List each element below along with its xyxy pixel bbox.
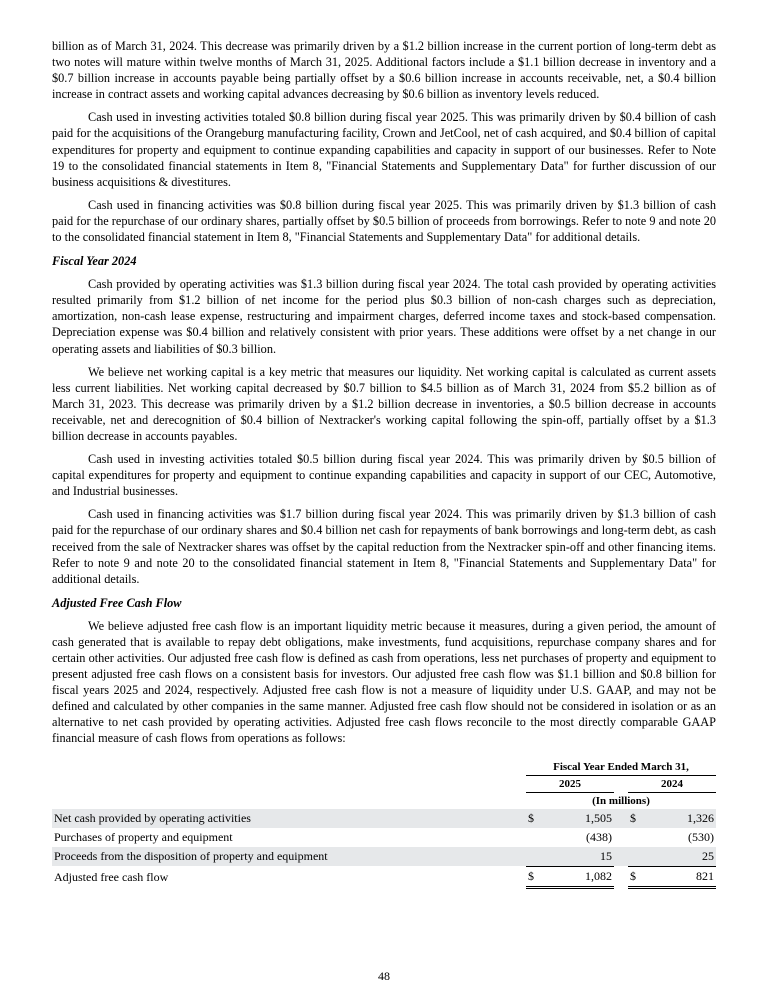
currency-symbol-2024: $ — [628, 866, 646, 887]
paragraph-operating-activities-2024: Cash provided by operating activities was $1.3 billion during fiscal year 2024. The total cash provided by operating activities resulted primarily from $1.2 billion of net income for the period plus $0.3 billion of non-cash charges such as depreciation, amortization, non-cash lease expense, restructuring and impairment charges, deferred income taxes and stock-based compensation. Depreciation expense was $0.4 billion and relatively consistent with prior years. These additions were offset by a net change in our operating assets and liabilities of $0.3 billion. — [52, 277, 716, 356]
paragraph-net-working-capital-2024: We believe net working capital is a key metric that measures our liquidity. Net working capital is calculated as current assets less current liabilities. Net working capital decreased by $0.7 billion to $4.5 billion as of March 31, 2024 from $5.2 billion as of March 31, 2023. This decrease was primarily driven by a $1.2 billion decrease in inventories, a $0.5 billion decrease in accounts receivable, net and derecognition of $0.4 billion of Nextracker's working capital following the spin-off, partially offset by a $1.3 billion decrease in accounts payables. — [52, 364, 716, 443]
spacer-cell — [52, 775, 526, 792]
paragraph-adjusted-free-cash-flow: We believe adjusted free cash flow is an important liquidity metric because it measures, during a given period, the amount of cash generated that is available to repay debt obligations, make investments, fund acquisitions, repurchase company shares and for certain other activities. Our adjusted free cash flow is defined as cash from operations, less net purchases of property and equipment to present adjusted free cash flows on a consistent basis for investors. Our adjusted free cash flow was $1.1 billion and $0.8 billion for fiscal years 2025 and 2024, respectively. Adjusted free cash flow is not a measure of liquidity under U.S. GAAP, and may not be defined and calculated by other companies in the same manner. Adjusted free cash flow should not be considered in isolation or as an alternative to net cash provided by operating activities. Adjusted free cash flows reconcile to the most directly comparable GAAP financial measure of cash flows from operations as follows: — [52, 618, 716, 746]
page-number: 48 — [378, 969, 390, 983]
table-units-row — [52, 792, 716, 809]
spacer-cell — [614, 809, 628, 828]
row-label: Proceeds from the disposition of property and equipment — [52, 847, 526, 867]
heading-adjusted-free-cash-flow: Adjusted Free Cash Flow — [52, 595, 182, 610]
table-title: Fiscal Year Ended March 31, — [526, 759, 716, 776]
spacer-cell — [614, 775, 628, 792]
column-header-2025: 2025 — [526, 775, 614, 792]
table-row-operating-activities — [52, 809, 716, 828]
spacer-cell — [52, 759, 526, 776]
spacer-cell — [614, 866, 628, 887]
value-2025: (438) — [586, 829, 612, 844]
row-label: Purchases of property and equipment — [54, 829, 233, 844]
value-2024: 1,326 — [646, 809, 716, 828]
value-2024: 25 — [646, 847, 716, 867]
paragraph-investing-activities-2025: Cash used in investing activities totaled $0.8 billion during fiscal year 2025. This was primarily driven by $0.4 billion of cash paid for the acquisitions of the Orangeburg manufacturing facility, Crown and JetCool, net of cash acquired, and $0.4 billion of capital expenditures for property and equipment to continue expanding capabilities and capacity in support of our businesses. Refer to Note 19 to the consolidated financial statements in Item 8, "Financial Statements and Supplementary Data" for further discussion of our business acquisitions & divestitures. — [52, 110, 716, 189]
row-label: Adjusted free cash flow — [54, 870, 169, 885]
currency-symbol-2025: $ — [526, 866, 544, 887]
adjusted-free-cash-flow-table — [52, 759, 716, 889]
value-2025: 15 — [544, 847, 614, 867]
value-2025: 1,082 — [544, 866, 614, 887]
heading-fiscal-year-2024: Fiscal Year 2024 — [52, 254, 137, 269]
paragraph-investing-activities-2024: Cash used in investing activities totaled $0.5 billion during fiscal year 2024. This was primarily driven by $0.5 billion of capital expenditures for property and equipment to continue expanding capabilities and capacity in support of our CEC, Automotive, and Industrial businesses. — [52, 452, 716, 499]
table-row-property-purchases — [52, 828, 716, 847]
column-header-2024: 2024 — [628, 775, 716, 792]
table-row-property-dispositions — [52, 847, 716, 867]
paragraph-financing-activities-2024: Cash used in financing activities was $1.7 billion during fiscal year 2024. This was primarily driven by $1.3 billion of cash paid for the repurchase of our ordinary shares and $0.4 billion net cash for repayments of bank borrowings and long-term debt, as cash received from the sale of Nextracker shares was offset by the capital reduction from the Nextracker spin-off and other financing items. Refer to note 9 and note 20 to the consolidated financial statement in Item 8, "Financial Statements and Supplementary Data" for additional details. — [52, 507, 716, 586]
table-title-row — [52, 759, 716, 776]
table-year-header-row — [52, 775, 716, 792]
value-2025: 1,505 — [544, 809, 614, 828]
spacer-cell — [614, 828, 628, 847]
currency-symbol-2025: $ — [526, 809, 544, 828]
currency-symbol-2025 — [526, 847, 544, 867]
value-2024: 821 — [646, 866, 716, 887]
currency-symbol-2025 — [526, 828, 544, 847]
table-row-adjusted-free-cash-flow-total — [52, 866, 716, 887]
units-label: (In millions) — [592, 794, 650, 807]
paragraph-financing-activities-2025: Cash used in financing activities was $0.8 billion during fiscal year 2025. This was primarily driven by $1.3 billion of cash paid for the repurchase of our ordinary shares, partially offset by $0.5 billion of proceeds from borrowings. Refer to note 9 and note 20 to the consolidated financial statement in Item 8, "Financial Statements and Supplementary Data" for additional details. — [52, 197, 716, 245]
spacer-cell — [52, 792, 526, 809]
value-2024: (530) — [688, 829, 714, 844]
spacer-cell — [614, 847, 628, 867]
currency-symbol-2024: $ — [628, 809, 646, 828]
currency-symbol-2024 — [628, 828, 646, 847]
row-label: Net cash provided by operating activities — [52, 809, 526, 828]
currency-symbol-2024 — [628, 847, 646, 867]
paragraph-longterm-debt-continuation: billion as of March 31, 2024. This decrease was primarily driven by a $1.2 billion increase in the current portion of long-term debt as two notes will mature within twelve months of March 31, 2025. Additional factors include a $1.1 billion decrease in inventory and a $0.7 billion increase in accounts payable being partially offset by a $0.6 billion increase in accounts receivable, net, a $0.4 billion increase in contract assets and working capital advances decreasing by $0.6 billion as inventory levels reduced. — [52, 39, 716, 102]
